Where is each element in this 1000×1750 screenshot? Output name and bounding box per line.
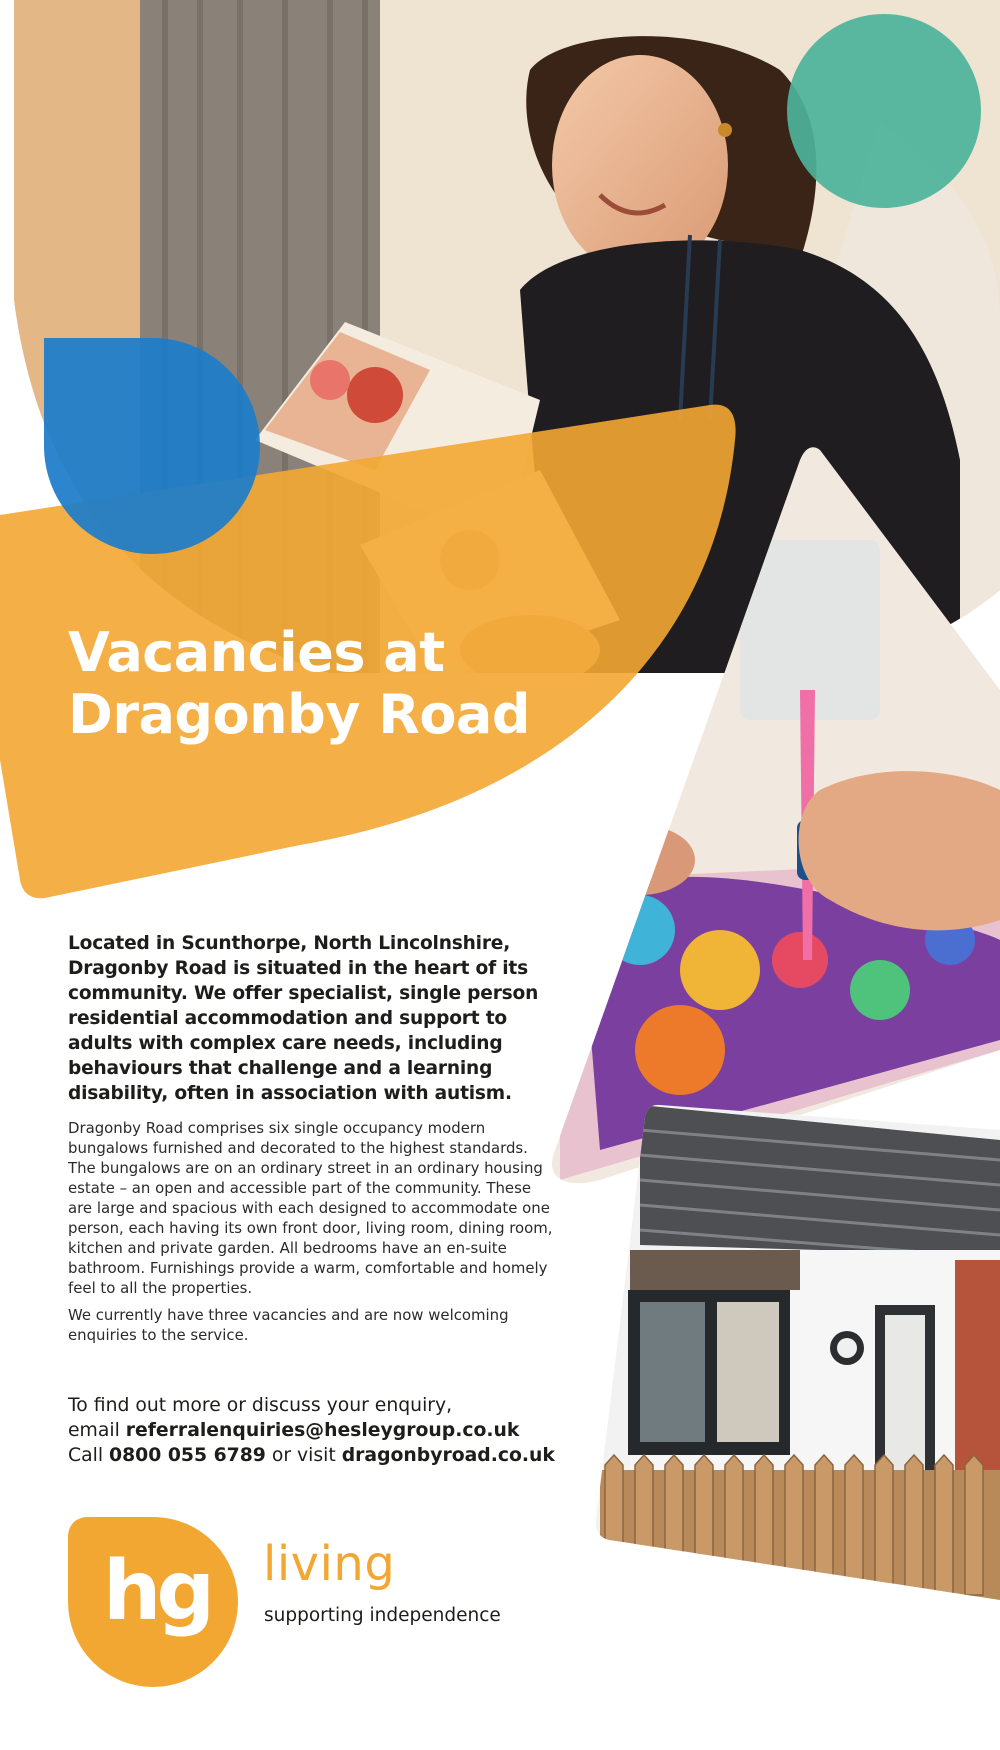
- contact-email-line: [68, 1418, 588, 1443]
- email-prefix: email: [68, 1420, 126, 1441]
- contact-intro: To find out more or discuss your enquiry,: [68, 1395, 453, 1416]
- blue-drop: [44, 338, 260, 554]
- contact-phone-line: [68, 1443, 588, 1468]
- contact-block: [68, 1393, 588, 1468]
- title-line-1: Vacancies at: [68, 621, 445, 684]
- website-link[interactable]: dragonbyroad.co.uk: [341, 1445, 555, 1466]
- logo-mark: hg: [103, 1544, 211, 1639]
- bungalow-photo: [590, 1100, 1000, 1600]
- call-prefix: Call: [68, 1445, 110, 1466]
- title-line-2: Dragonby Road: [68, 683, 531, 746]
- page-title: [68, 622, 628, 746]
- description: [68, 1118, 553, 1352]
- logo-word: living: [263, 1536, 396, 1592]
- description-paragraph-1: Dragonby Road comprises six single occupancy modern bungalows furnished and decorated to the highest standards. The bungalows are on an ordinary street in an ordinary housing estate – an open and accessible part of the community. These are large and spacious with each designed to accommodate one person, each having its own front door, living room, dining room, kitchen and private garden. All bedrooms have an en-suite bathroom. Furnishings provide a warm, comfortable and homely feel to all the properties.: [68, 1119, 553, 1297]
- logo-tagline: supporting independence: [264, 1605, 501, 1626]
- email-link[interactable]: referralenquiries@hesleygroup.co.uk: [125, 1420, 520, 1441]
- phone-number[interactable]: 0800 055 6789: [109, 1445, 266, 1466]
- description-paragraph-2: We currently have three vacancies and are now welcoming enquiries to the service.: [68, 1306, 509, 1344]
- teal-circle: [787, 14, 981, 208]
- visit-text: or visit: [265, 1445, 342, 1466]
- intro-paragraph: Located in Scunthorpe, North Lincolnshire, Dragonby Road is situated in the heart of its community. We offer specialist, single person residential accommodation and support to adults with complex care needs, including behaviours that challenge and a learning disability, often in association with autism.: [68, 933, 539, 1104]
